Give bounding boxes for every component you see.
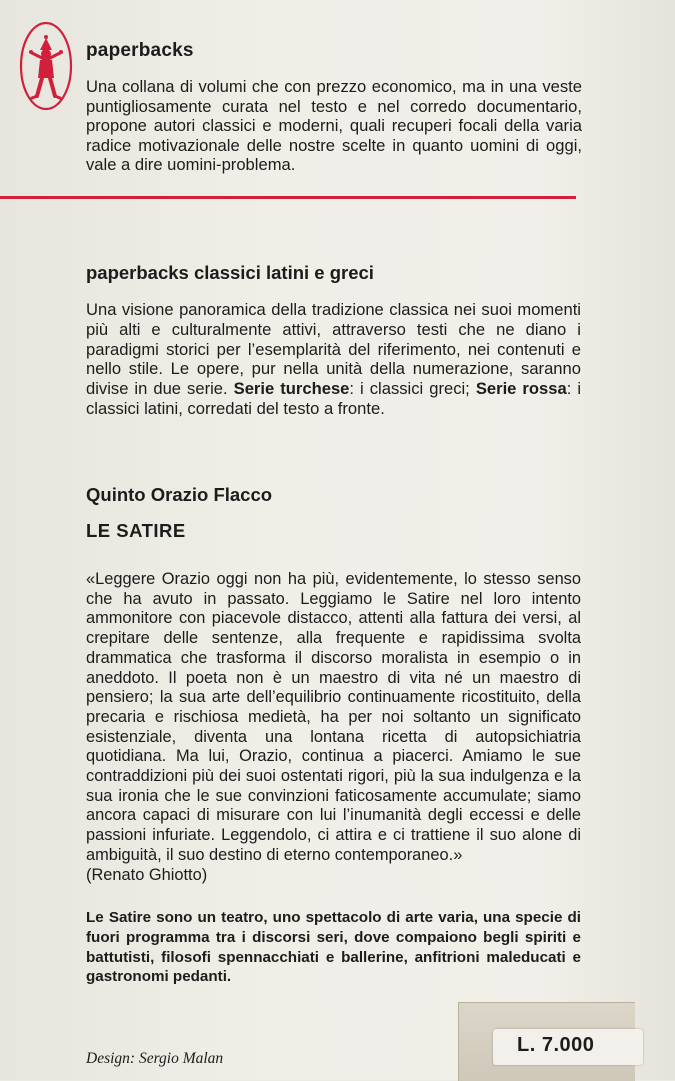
section-text (86, 300, 581, 419)
series-name: paperbacks (86, 40, 194, 61)
book-blurb: Le Satire sono un teatro, uno spettacolo di arte varia, una specie di fuori programma tra i discorsi seri, dove compaiono begli spiriti e battutisti, filosofi spennacchiati e ballerine, anfitrioni maleducati e gastronomi pedanti. (86, 909, 581, 986)
series-intro-text: Una collana di volumi che con prezzo economico, ma in una veste puntigliosamente curata nel testo e nel corredo documentario, propone autori classici e moderni, quali recuperi focali della varia radice motivazionale delle nostre scelte in quanto uomini di oggi, vale a dire uomini-problema. (86, 77, 582, 175)
red-divider (0, 196, 576, 199)
section-main-text: Una visione panoramica della tradizione classica nei suoi momenti più alti e culturalmente attivi, attraverso testi che ne diano i paradigmi storici per l’esemplarità del riferimento, nei contenuti e nello stile. Le opere, pur nella unità della numerazione, saranno divise in due serie. (86, 300, 581, 399)
price-label-box (493, 1029, 643, 1065)
section-title: paperbacks classici latini e greci (86, 262, 374, 283)
jester-logo-icon (18, 20, 74, 112)
series-rossa-label: Serie rossa (475, 379, 567, 399)
series-turchese-text: : i classici greci; (349, 379, 476, 399)
series-turchese-label: Serie turchese (233, 379, 350, 399)
design-credit: Design: Sergio Malan (86, 1050, 224, 1067)
book-author: Quinto Orazio Flacco (86, 484, 273, 505)
price: L. 7.000 (517, 1034, 595, 1056)
series-rossa-text: : i classici latini, corredati del testo a fronte. (86, 379, 582, 418)
book-quote (86, 570, 581, 885)
price-sticker (458, 1002, 635, 1081)
quote-source: (Renato Ghiotto) (86, 865, 208, 884)
quote-text: «Leggere Orazio oggi non ha più, evidentemente, lo stesso senso che ha avuto in passato. Leggiamo le Satire nel loro intento ammonitore con piacevole distacco, attenti alla fattura dei versi, al crepitare delle sentenze, alla frequente e rapidissima svolta drammatica che trasforma il discorso moralista in esempio o in aneddoto. Il poeta non è un maestro di vita né un maestro di pensiero; la sua arte dell’equilibrio continuamente ricostituito, della precaria e rischiosa medietà, ha per noi soltanto un significato esistenziale, diventa una lontana ricetta di autopsichiatria quotidiana. Ma lui, Orazio, continua a piacerci. Amiamo le sue contraddizioni più dei suoi ostentati rigori, più la sua indulgenza e la sua ironia che le sue convinzioni faticosamente accumulate; siamo ancora capaci di misurare con lui l’inumanità degli eccessi e delle passioni infuriate. Leggendolo, ci attira e ci trattiene il suo alone di ambiguità, il suo destino di eterno contemporaneo.» (86, 570, 581, 864)
book-title: LE SATIRE (86, 520, 186, 541)
